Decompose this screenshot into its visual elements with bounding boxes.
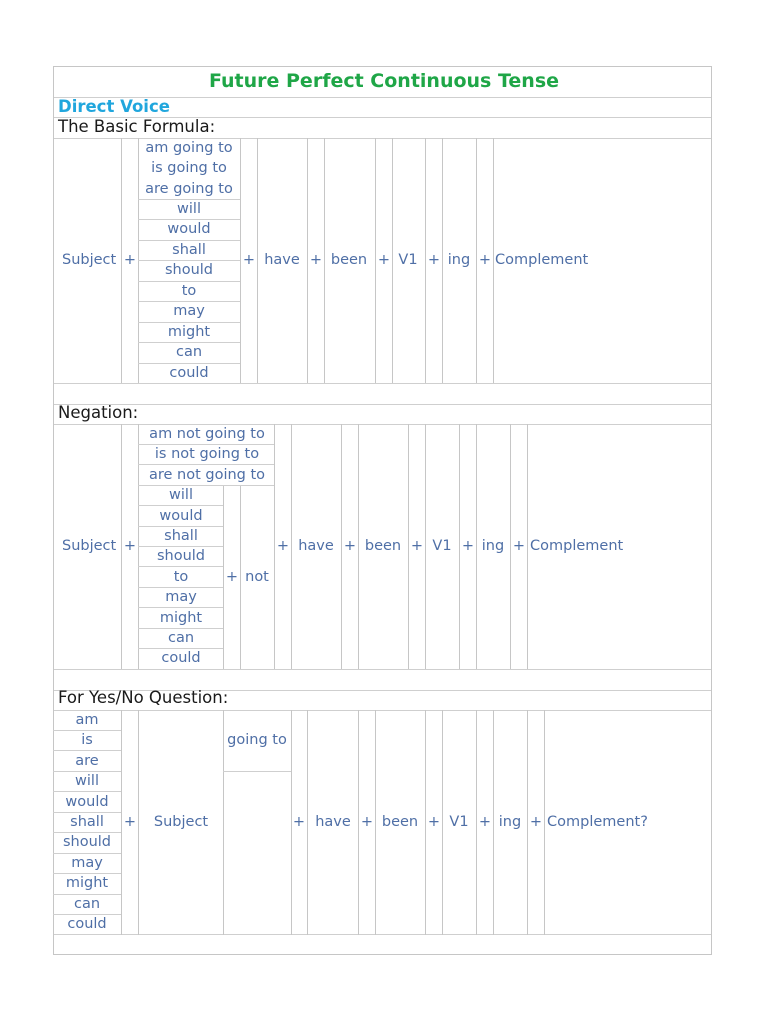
col-line: [121, 710, 122, 935]
cell-line: [138, 342, 240, 343]
verb-label: V1: [398, 252, 418, 268]
col-line: [358, 424, 359, 669]
cell-line: [138, 546, 223, 547]
col-line: [510, 424, 511, 669]
aux-option: am going to: [145, 140, 233, 156]
plus-sign: +: [360, 814, 374, 830]
col-line: [476, 138, 477, 383]
page-title: Future Perfect Continuous Tense: [208, 70, 560, 92]
col-line: [358, 710, 359, 935]
plus-sign: +: [225, 569, 239, 585]
row-divider: [54, 669, 711, 670]
verb-label: V1: [432, 538, 452, 554]
aux-option: is going to: [151, 160, 227, 176]
aux-option: should: [164, 262, 214, 278]
cell-line: [53, 832, 121, 833]
aux-option: will: [177, 201, 201, 217]
plus-sign: +: [292, 814, 306, 830]
cell-line: [53, 853, 121, 854]
plus-sign: +: [123, 538, 137, 554]
col-line: [291, 710, 292, 935]
cell-line: [138, 587, 223, 588]
plus-sign: +: [529, 814, 543, 830]
row-divider: [54, 383, 711, 384]
aux-option: will: [75, 773, 99, 789]
row-divider: [54, 138, 711, 139]
col-line: [291, 424, 292, 669]
col-line: [442, 138, 443, 383]
plus-sign: +: [242, 252, 256, 268]
aux-option: can: [73, 896, 101, 912]
cell-line: [53, 894, 121, 895]
row-divider: [54, 424, 711, 425]
col-line: [307, 138, 308, 383]
col-line: [257, 138, 258, 383]
negation-heading: Negation:: [58, 403, 139, 422]
aux-option: might: [167, 324, 211, 340]
aux-option: can: [175, 344, 203, 360]
cell-line: [138, 485, 274, 486]
cell-line: [138, 322, 240, 323]
have-label: have: [264, 252, 300, 268]
cell-line: [138, 607, 223, 608]
aux-option: might: [159, 610, 203, 626]
col-line: [493, 138, 494, 383]
aux-option: should: [62, 834, 112, 850]
cell-line: [138, 199, 240, 200]
aux-option: may: [173, 303, 205, 319]
cell-line: [223, 771, 291, 772]
aux-option: can: [167, 630, 195, 646]
complement-label: Complement?: [547, 814, 648, 830]
cell-line: [138, 260, 240, 261]
plus-sign: +: [478, 814, 492, 830]
col-line: [240, 485, 241, 669]
plus-sign: +: [478, 252, 492, 268]
col-line: [476, 710, 477, 935]
plus-sign: +: [461, 538, 475, 554]
col-line: [527, 710, 528, 935]
aux-option: are not going to: [148, 467, 266, 483]
plus-sign: +: [410, 538, 424, 554]
have-label: have: [315, 814, 351, 830]
plus-sign: +: [343, 538, 357, 554]
col-line: [240, 138, 241, 383]
col-line: [527, 424, 528, 669]
aux-option: to: [181, 283, 197, 299]
col-line: [476, 424, 477, 669]
aux-option: would: [167, 221, 211, 237]
cell-line: [53, 914, 121, 915]
cell-line: [138, 240, 240, 241]
aux-option: will: [169, 487, 193, 503]
aux-option: shall: [164, 528, 198, 544]
col-line: [544, 710, 545, 935]
col-line: [425, 138, 426, 383]
col-line: [493, 710, 494, 935]
col-line: [121, 138, 122, 383]
row-divider: [54, 404, 711, 405]
cell-line: [53, 750, 121, 751]
col-line: [425, 424, 426, 669]
cell-line: [53, 812, 121, 813]
cell-line: [53, 873, 121, 874]
plus-sign: +: [427, 814, 441, 830]
plus-sign: +: [123, 814, 137, 830]
plus-sign: +: [276, 538, 290, 554]
basic-heading: The Basic Formula:: [58, 117, 216, 136]
cell-line: [138, 363, 240, 364]
cell-line: [138, 281, 240, 282]
aux-option: are going to: [145, 181, 233, 197]
col-line: [121, 424, 122, 669]
cell-line: [138, 505, 223, 506]
cell-line: [53, 791, 121, 792]
cell-line: [53, 730, 121, 731]
subject-label: Subject: [62, 538, 117, 554]
col-line: [408, 424, 409, 669]
complement-label: Complement: [495, 252, 589, 268]
aux-option: could: [161, 650, 201, 666]
col-line: [138, 710, 139, 935]
section-subtitle: Direct Voice: [58, 97, 170, 116]
aux-option: could: [169, 365, 209, 381]
aux-option: may: [71, 855, 103, 871]
been-label: been: [364, 538, 402, 554]
col-line: [307, 710, 308, 935]
verb-label: V1: [449, 814, 469, 830]
cell-line: [138, 219, 240, 220]
aux-option: am: [75, 712, 99, 728]
col-line: [223, 485, 224, 669]
aux-option: are: [75, 753, 99, 769]
aux-option: might: [65, 875, 109, 891]
plus-sign: +: [377, 252, 391, 268]
col-line: [324, 138, 325, 383]
col-line: [459, 424, 460, 669]
aux-option: am not going to: [149, 426, 265, 442]
col-line: [425, 710, 426, 935]
subject-label: Subject: [62, 252, 117, 268]
going-to-label: going to: [227, 732, 287, 748]
have-label: have: [298, 538, 334, 554]
col-line: [392, 138, 393, 383]
been-label: been: [381, 814, 419, 830]
plus-sign: +: [123, 252, 137, 268]
row-divider: [54, 710, 711, 711]
cell-line: [138, 648, 223, 649]
row-divider: [54, 934, 711, 935]
aux-option: shall: [70, 814, 104, 830]
aux-option: should: [156, 548, 206, 564]
cell-line: [138, 628, 223, 629]
complement-label: Complement: [530, 538, 624, 554]
aux-option: to: [173, 569, 189, 585]
cell-line: [138, 566, 223, 567]
cell-line: [138, 526, 223, 527]
col-line: [274, 424, 275, 669]
cell-line: [138, 464, 274, 465]
ing-label: ing: [447, 252, 471, 268]
cell-line: [138, 444, 274, 445]
col-line: [375, 710, 376, 935]
aux-option: may: [165, 589, 197, 605]
cell-line: [138, 301, 240, 302]
subject-label: Subject: [153, 814, 209, 830]
aux-option: would: [159, 508, 203, 524]
ing-label: ing: [481, 538, 505, 554]
aux-option: could: [67, 916, 107, 932]
not-label: not: [245, 569, 269, 585]
aux-option: is not going to: [154, 446, 260, 462]
aux-option: shall: [172, 242, 206, 258]
aux-option: is: [81, 732, 93, 748]
plus-sign: +: [512, 538, 526, 554]
plus-sign: +: [309, 252, 323, 268]
been-label: been: [330, 252, 368, 268]
col-line: [341, 424, 342, 669]
aux-option: would: [65, 794, 109, 810]
col-line: [223, 710, 224, 935]
ing-label: ing: [498, 814, 522, 830]
col-line: [442, 710, 443, 935]
cell-line: [53, 771, 121, 772]
col-line: [375, 138, 376, 383]
question-heading: For Yes/No Question:: [58, 688, 229, 707]
plus-sign: +: [427, 252, 441, 268]
